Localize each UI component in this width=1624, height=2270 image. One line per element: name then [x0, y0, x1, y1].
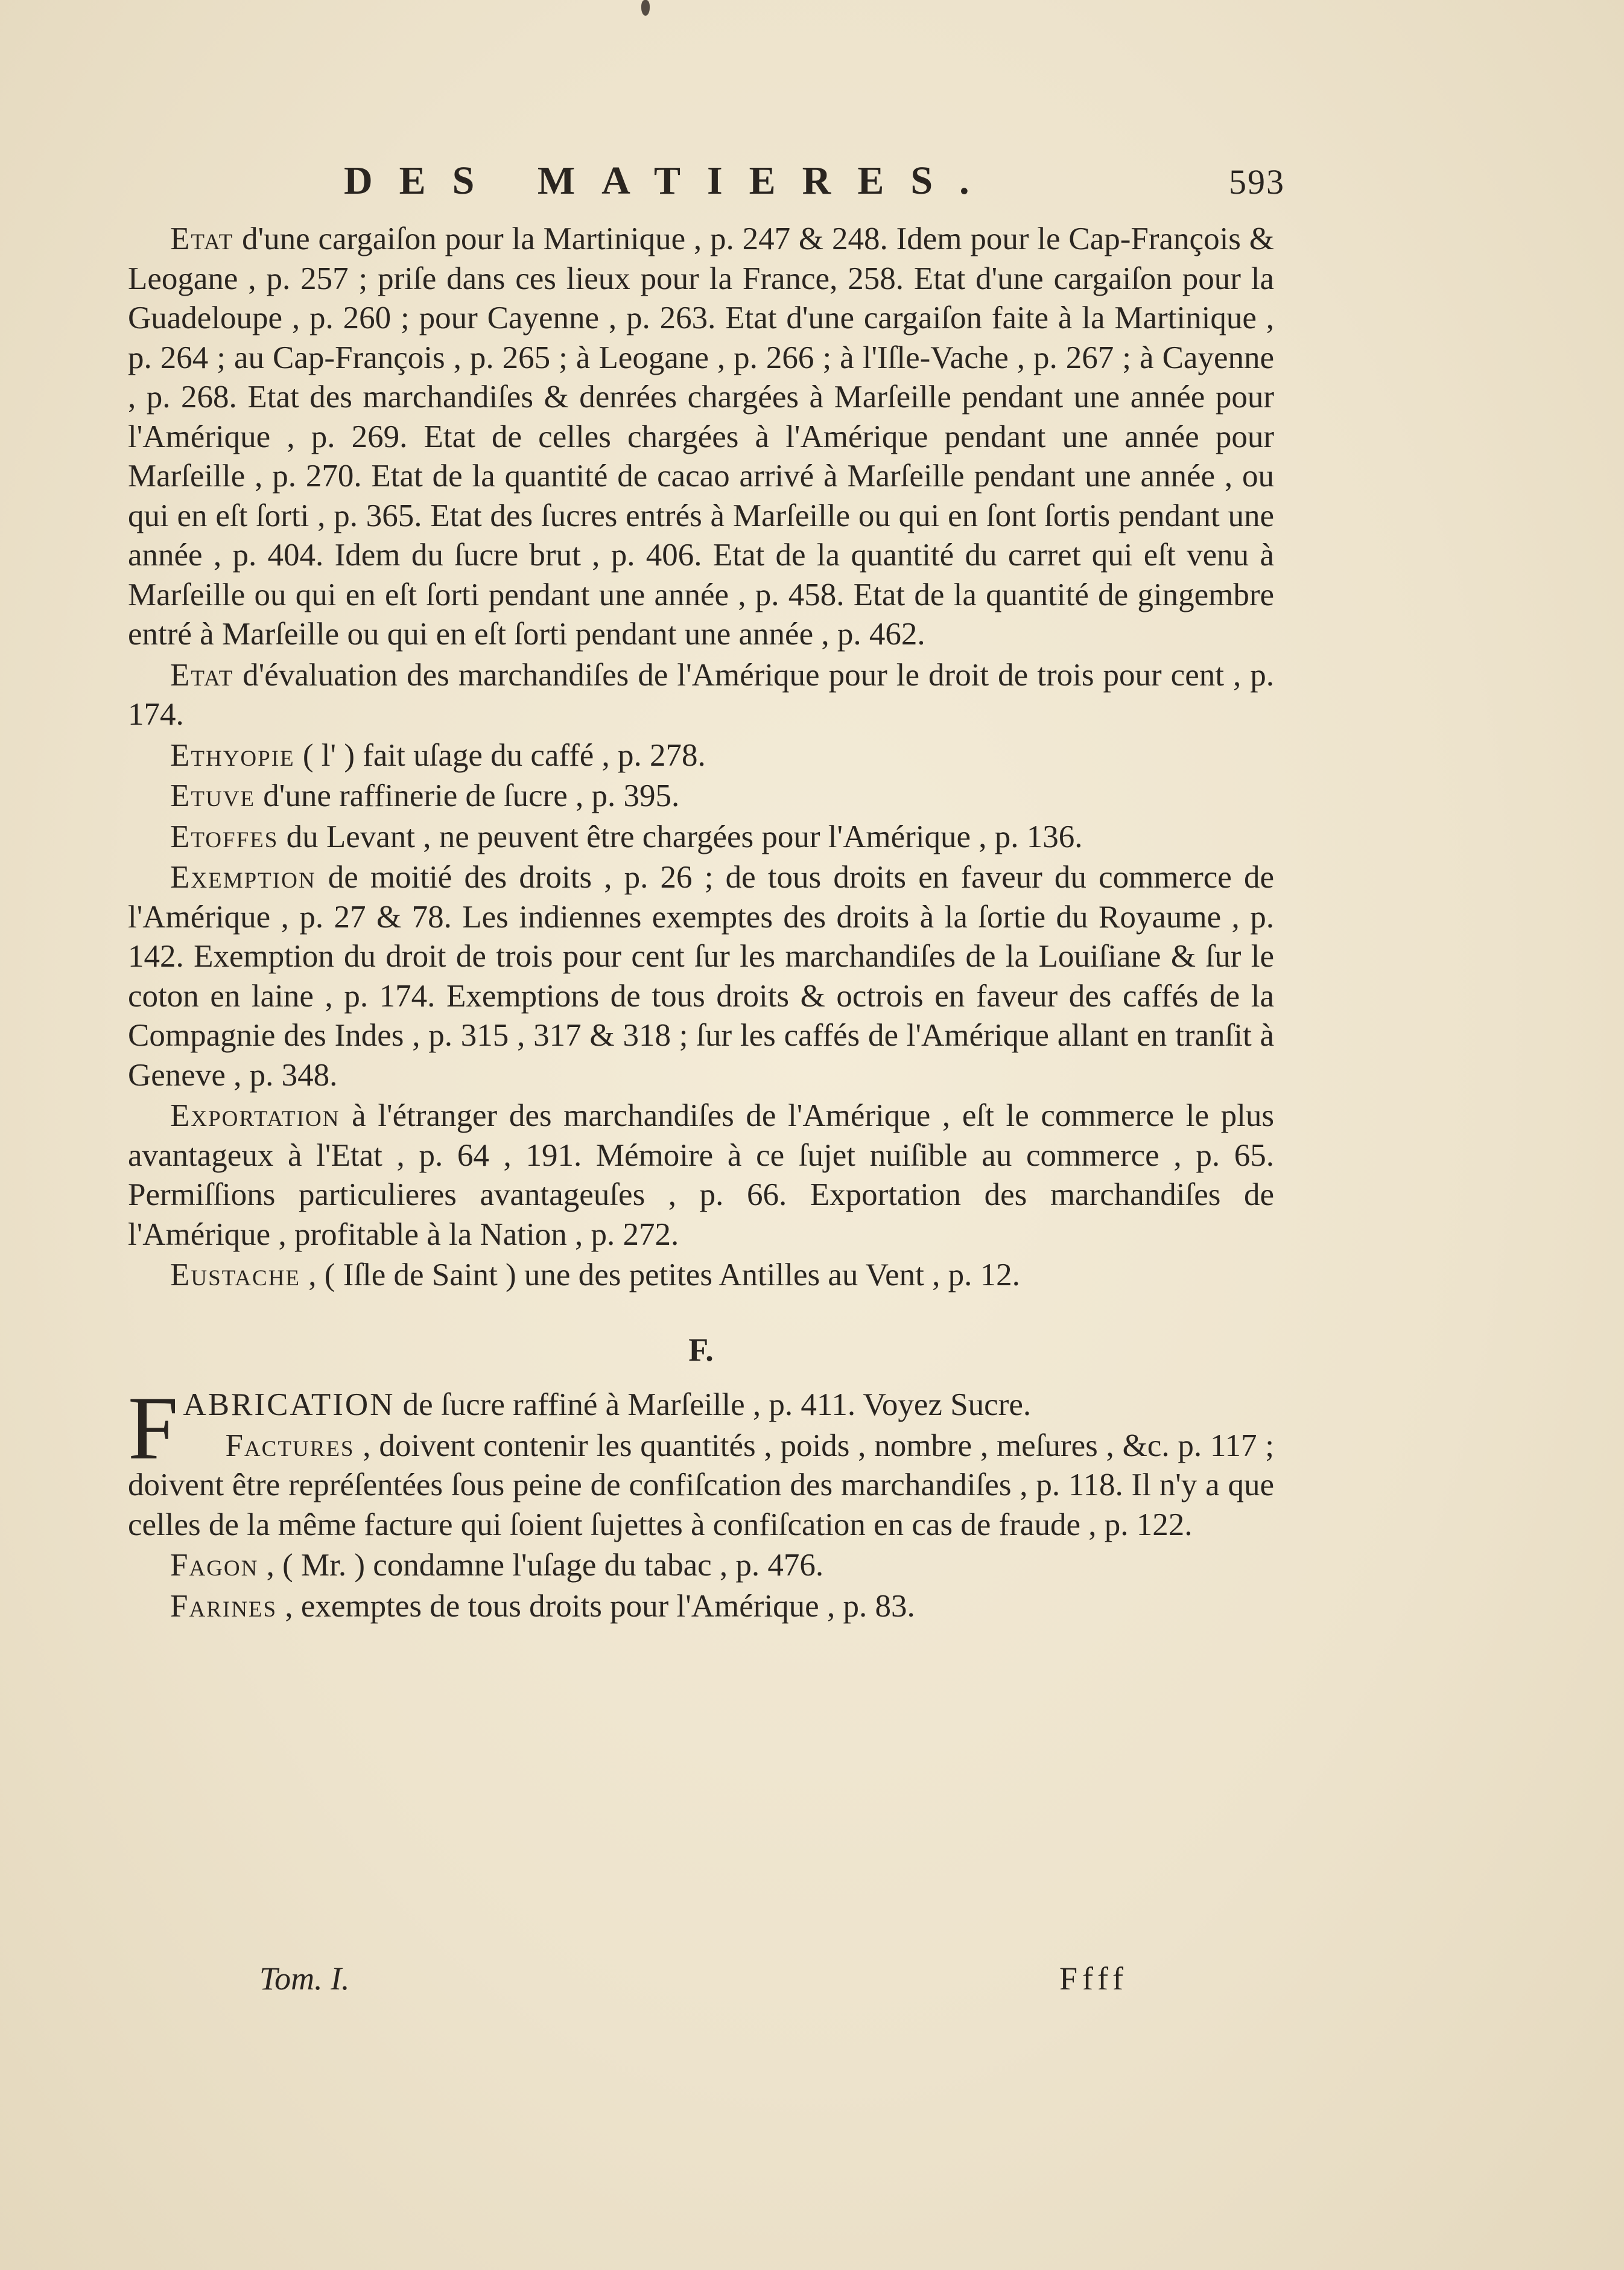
entry-text: d'une raffinerie de ſucre , p. 395. — [255, 778, 680, 813]
entry-text: , doivent contenir les quantités , poids , nombre , meſures , &c. p. 117 ; doivent être repréſentées ſous peine de confiſcation des marchandiſes , p. 118. Il n'y a que celles de la même facture qui ſoient ſujettes à confiſcation en cas de fraude , p. 122. — [128, 1428, 1274, 1542]
entry-head-word: Etat — [170, 221, 234, 256]
running-title: DES MATIERES. — [344, 159, 996, 203]
entry-text: ( l' ) fait uſage du caffé , p. 278. — [294, 737, 706, 773]
index-body — [128, 220, 1274, 1626]
entry-text: de ſucre raffiné à Marſeille , p. 411. Voyez Sucre. — [395, 1387, 1032, 1422]
index-entry-etat-cargaison — [128, 220, 1274, 655]
entry-head-word: ABRICATION — [183, 1387, 395, 1422]
entry-head-word: Etoffes — [170, 819, 279, 854]
entry-head-word: Etat — [170, 657, 234, 693]
entry-text: à l'étranger des marchandiſes de l'Amérique , eſt le commerce le plus avantageux à l'Etat , p. 64 , 191. Mémoire à ce ſujet nuiſible au commerce , p. 65. Permiſſions particulieres avantageuſes , p. 66. Exportation des marchandiſes de l'Amérique , profitable à la Nation , p. 272. — [128, 1098, 1274, 1252]
index-entry-exportation — [128, 1096, 1274, 1254]
index-entry-fagon — [128, 1546, 1274, 1586]
entry-head-word: Ethyopie — [170, 737, 295, 773]
entry-text: , exemptes de tous droits pour l'Amérique , p. 83. — [277, 1588, 915, 1624]
ink-mark — [641, 0, 650, 16]
entry-head-word: Exportation — [170, 1098, 340, 1133]
entry-head-word: Etuve — [170, 778, 256, 813]
index-entry-exemption — [128, 858, 1274, 1095]
index-entry-eustache — [128, 1256, 1274, 1296]
index-entry-etoffes — [128, 818, 1274, 857]
entry-head-word: Eustache — [170, 1257, 301, 1292]
index-entry-etat-evaluation — [128, 656, 1274, 735]
index-entry-farines — [128, 1587, 1274, 1627]
page-footer — [259, 1960, 1128, 2002]
entry-text: , ( Mr. ) condamne l'uſage du tabac , p. 476. — [258, 1548, 824, 1583]
entry-text: d'une cargaiſon pour la Martinique , p. 247 & 248. Idem pour le Cap-François & Leogane , p. 257 ; priſe dans ces lieux pour la France, 258. Etat d'une cargaiſon pour la Guadeloupe , p. 260 ; pour Cayenne , p. 263. Etat d'une cargaiſon faite à la Martinique , p. 264 ; au Cap-François , p. 265 ; à Leogane , p. 266 ; à l'Iſle-Vache , p. 267 ; à Cayenne , p. 268. Etat des marchandiſes & denrées chargées à Marſeille pendant une année pour l'Amérique , p. 269. Etat de celles chargées à l'Amérique pendant une année pour Marſeille , p. 270. Etat de la quantité de cacao arrivé à Marſeille pendant une année , ou qui en eſt ſorti , p. 365. Etat des ſucres entrés à Marſeille ou qui en ſont ſortis pendant une année , p. 404. Idem du ſucre brut , p. 406. Etat de la quantité du carret qui eſt venu à Marſeille ou qui en eſt ſorti pendant une année , p. 458. Etat de la quantité de gingembre entré à Marſeille ou qui en eſt ſorti pendant une année , p. 462. — [128, 221, 1274, 652]
entry-head-word: Factures — [225, 1428, 355, 1463]
entry-text: , ( Iſle de Saint ) une des petites Antilles au Vent , p. 12. — [300, 1257, 1020, 1292]
entry-head-word: Fagon — [170, 1548, 259, 1583]
index-entry-etuve — [128, 777, 1274, 816]
entry-text: du Levant , ne peuvent être chargées pour l'Amérique , p. 136. — [278, 819, 1083, 854]
tome-label: Tom. I. — [259, 1960, 350, 1997]
entry-head-word: Exemption — [170, 860, 316, 895]
index-entry-ethyopie — [128, 736, 1274, 776]
drop-initial: F — [128, 1378, 179, 1478]
signature-mark: Ffff — [1059, 1960, 1128, 1997]
entry-text: d'évaluation des marchandiſes de l'Amérique pour le droit de trois pour cent , p. 174. — [128, 657, 1274, 732]
entry-text: de moitié des droits , p. 26 ; de tous droits en faveur du commerce de l'Amérique , p. 27 & 78. Les indiennes exemptes des droits à la ſortie du Royaume , p. 142. Exemption du droit de trois pour cent ſur les marchandiſes de la Louiſiane & ſur le coton en laine , p. 174. Exemptions de tous droits & octrois en faveur des caffés de la Compagnie des Indes , p. 315 , 317 & 318 ; ſur les caffés de l'Amérique allant en tranſit à Geneve , p. 348. — [128, 860, 1274, 1093]
section-letter-heading: F. — [688, 1331, 714, 1368]
running-head — [344, 158, 1285, 212]
page-number: 593 — [1229, 162, 1285, 202]
index-entry-factures — [128, 1426, 1274, 1545]
entry-head-word: Farines — [170, 1588, 278, 1624]
